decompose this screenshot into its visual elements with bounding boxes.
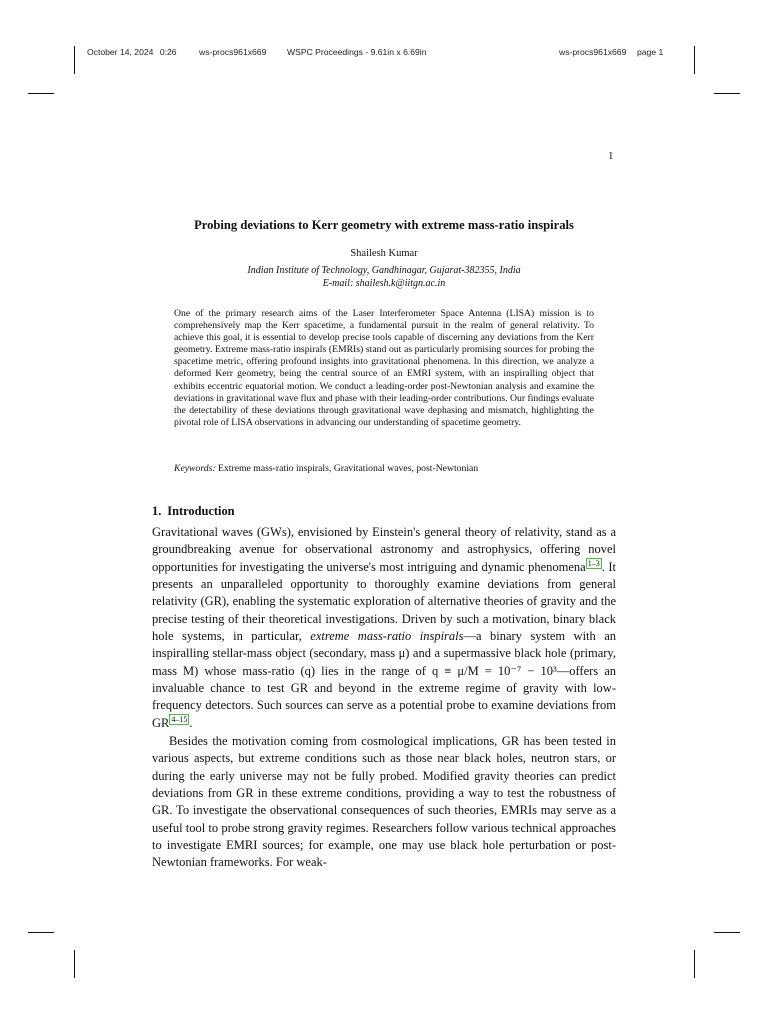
abstract: One of the primary research aims of the Laser Interferometer Space Antenna (LISA) mission is to comprehensively map the Kerr spacetime, a fundamental pursuit in the realm of general relativity. To achieve this goal, it is essential to develop precise tools capable of discerning any deviations from the Kerr geometry. Extreme mass-ratio inspirals (EMRIs) stand out as particularly promising sources for probing the spacetime metric, offering profound insights into gravitational phenomena. In this direction, we analyze a deformed Kerr geometry, being the central source of an EMRI system, with an inspiralling object that exhibits eccentric equatorial motion. We conduct a leading-order post-Newtonian analysis and examine the deviations in gravitational wave flux and phase with their leading-order contributions. Our findings evaluate the detectability of these deviations through gravitational wave dephasing and mismatch, highlighting the pivotal role of LISA observations in advancing our understanding of spacetime geometry. [174, 308, 594, 428]
crop-mark-top-right-h [714, 93, 740, 94]
header-file-id: ws-procs961x669 [199, 47, 267, 57]
header-date-text: October 14, 2024 [87, 47, 154, 57]
paper-title: Probing deviations to Kerr geometry with extreme mass-ratio inspirals [194, 218, 574, 232]
citation-3: 3 [595, 558, 600, 568]
p1-part1: Gravitational waves (GWs), envisioned by Einstein's general theory of relativity, stand as a groundbreaking avenue for observational astronomy and astrophysics, offering novel opportunities for investigating the universe's most intriguing and dynamic phenomena [152, 525, 616, 574]
section-heading [152, 504, 235, 519]
p1-part2: . It presents an unparalleled opportunity to thoroughly examine deviations from general relativity (GR), enabling the systematic exploration of alternative theories of gravity and the precise testing of their theoretical investigations. Driven by such a motivation, binary black hole systems, in particular, [152, 559, 616, 644]
crop-mark-bottom-left [74, 950, 75, 978]
p1-part4: . [189, 715, 193, 730]
header-file-id-right: ws-procs961x669 [559, 47, 627, 57]
p1-part3: —a binary system with an inspiralling stellar-mass object (secondary, mass μ) and a supermassive black hole (primary, mass M) whose mass-ratio (q) lies in the range of q ≡ μ/M = 10⁻⁷ − 10³—offers an invaluable chance to test GR and beyond in the extreme regime of gravity with low-frequency detectors. Such sources can serve as a potential probe to examine deviations from GR [152, 629, 617, 730]
intro-paragraph-1 [152, 524, 616, 732]
crop-mark-bottom-right [694, 950, 695, 978]
crop-mark-top-right [694, 46, 695, 74]
keywords-label: Keywords: [174, 463, 216, 474]
author-email: E-mail: shailesh.k@iitgn.ac.in [322, 278, 446, 289]
header-proceedings: WSPC Proceedings - 9.61in x 6.69in [287, 47, 427, 57]
author-name: Shailesh Kumar [350, 248, 418, 259]
header-date [87, 47, 177, 57]
citation-15: 15 [179, 714, 188, 724]
citation-link-2[interactable] [169, 714, 189, 725]
intro-paragraph-2: Besides the motivation coming from cosmological implications, GR has been tested in various aspects, but extreme conditions such as those near black holes, neutron stars, or during the early universe may not be fully probed. Modified gravity theories can predict deviations from GR in these extreme conditions, providing a way to test the robustness of GR. To investigate the observational consequences of such theories, EMRIs may serve as a useful tool to probe strong gravity regimes. Researchers follow various technical approaches to investigate EMRI sources; for example, one may use black hole perturbation or post-Newtonian frameworks. For weak- [152, 734, 616, 870]
crop-mark-bottom-right-h [714, 932, 740, 933]
crop-mark-top-left-h [28, 93, 54, 94]
citation-4: 4 [171, 714, 176, 724]
p1-italic-term: extreme mass-ratio inspirals [310, 629, 464, 644]
citation-1-sep: – [591, 558, 596, 568]
citation-1: 1 [587, 558, 592, 568]
citation-2-sep: – [175, 714, 180, 724]
header-time-text: 0:26 [159, 47, 177, 57]
crop-mark-top-left [74, 46, 75, 74]
keywords-text: Extreme mass-ratio inspirals, Gravitational waves, post-Newtonian [218, 463, 479, 474]
author-affiliation: Indian Institute of Technology, Gandhinagar, Gujarat-382355, India [247, 265, 521, 276]
header-page-label: page 1 [637, 47, 664, 57]
citation-link[interactable] [586, 558, 602, 569]
page-number: 1 [608, 150, 614, 162]
keywords [174, 463, 594, 474]
section-number: 1. [152, 504, 162, 518]
crop-mark-bottom-left-h [28, 932, 54, 933]
section-title: Introduction [167, 504, 235, 518]
